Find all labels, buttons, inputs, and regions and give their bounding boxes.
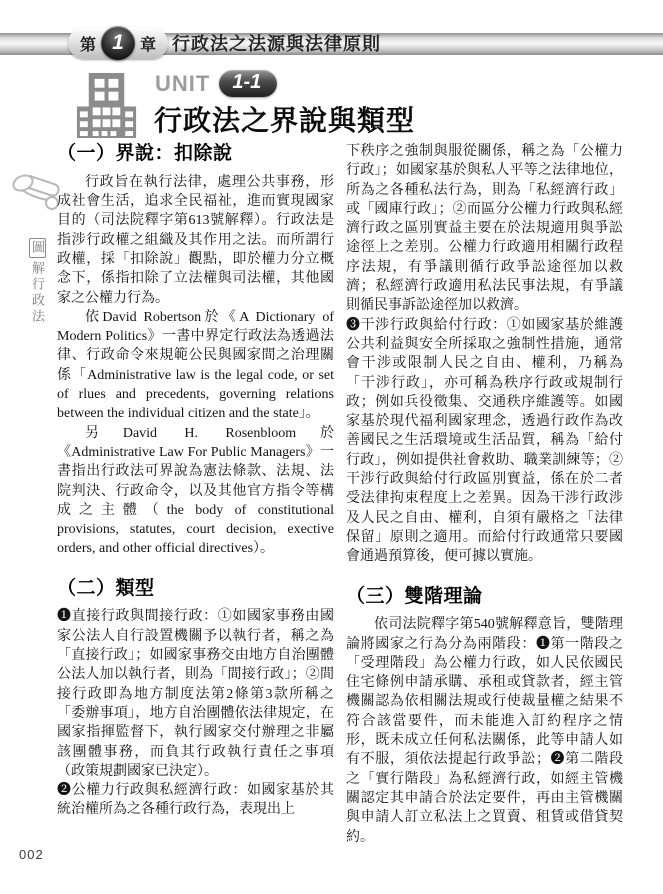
paragraph: 行政旨在執行法律，處理公共事務，形成社會生活，追求全民福祉，進而實現國家目的（司法院釋字第613號解釋）。行政法是指涉行政權之組織及其作用之法。而所謂行政權，採「扣除說」觀點，即於權力分立概念下，係指扣除了立法權與司法權，其他國家之公權力行為。 [57, 174, 334, 306]
section1-heading: （一）界說：扣除說 [57, 143, 233, 164]
chapter-title: 行政法之法源與法律原則 [172, 34, 381, 54]
paragraph: 另David H. Rosenbloom於《Administrative Law For Public Managers》一書指出行政法可界說為憲法條款、法規、法院判決、行政命令，以及其他官方指令等構成之主體（the body of constitutional provisions, statutes, court decision, exective orders, and other official directives）。 [57, 425, 334, 557]
unit-word: UNIT [155, 70, 211, 96]
chapter-tab [68, 27, 168, 59]
series-text: 解行政法 [30, 261, 45, 325]
bullet-paragraph-continued: 下秩序之強制與服從關係，稱之為「公權力行政」；如國家基於與私人平等之法律地位，所為之各種私法行為，則為「私經濟行政」或「國庫行政」；②而區分公權力行政與私經濟行政之區別實益主要在於法規適用與爭訟途徑上之差別。公權力行政適用相關行政程序法規，有爭議則循行政爭訟途徑加以救濟；私經濟行政適用私法民事法規，有爭議則循民事訴訟途徑加以救濟。 [346, 144, 623, 314]
unit-number-badge: 1-1 [219, 70, 277, 97]
bullet-paragraph: ❸干涉行政與給付行政：①如國家基於維護公共利益與安全所採取之強制性措施，通常會干涉或限制人民之自由、權利，乃稱為「干涉行政」，亦可稱為秩序行政或規制行政；例如兵役徵集、交通秩序維護等。如國家基於現代福利國家理念，透過行政作為改善國民之生活環境或生活品質，稱為「給付行政」，例如提供社會救助、職業訓練等；②干涉行政與給付行政區別實益，係在於二者受法律拘束程度上之差異。因為干涉行政涉及人民之自由、權利，自須有嚴格之「法律保留」原則之適用。而給付行政通常只要國會通過預算後，便可據以實施。 [346, 317, 623, 565]
paragraph: 依David Robertson於《A Dictionary of Modern Politics》一書中界定行政法為透過法律、行政命令來規範公民與國家間之治理關係「Administrative law is the legal code, or set of rlues and precedents, governing relations between the individual citizen and the state」。 [57, 309, 334, 422]
bullet-paragraph: ❶直接行政與間接行政：①如國家事務由國家公法人自行設置機關予以執行者，稱之為「直接行政」；如國家事務交由地方自治團體公法人加以執行者，則為「間接行政」；②間接行政即為地方制度法第2條第3款所稱之「委辦事項」，地方自治團體依法律規定，在國家指揮監督下，執行國家交付辦理之非屬該團體事務，而負其行政執行責任之事項（政策規劃國家已決定）。 [57, 609, 334, 779]
page-number: 002 [19, 847, 44, 862]
left-column [57, 142, 334, 820]
chapter-prefix: 第 [80, 36, 97, 54]
unit-title: 行政法之界說與類型 [154, 105, 416, 136]
section2-heading: （二）類型 [57, 577, 155, 599]
chapter-suffix: 章 [140, 36, 157, 54]
bullet-paragraph: ❷公權力行政與私經濟行政：如國家基於其統治權所為之各種行政行為，表現出上 [57, 783, 334, 818]
chapter-number-badge: 1 [101, 26, 135, 60]
right-column [346, 142, 623, 847]
series-label [29, 238, 46, 325]
building-icon [73, 71, 140, 138]
series-boxed-char: 圖 [30, 240, 45, 256]
section3-heading: （三）雙階理論 [346, 585, 483, 607]
chapter-header-bar [0, 33, 663, 55]
unit-label-row [155, 70, 277, 97]
paragraph: 依司法院釋字第540號解釋意旨，雙階理論將國家之行為分為兩階段：❶第一階段之「受理階段」為公權力行政，如人民依國民住宅條例申請承購、承租或貸款者，經主管機關認為依相關法規或行使裁量權之結果不符合該當要件，而未能進入訂約程序之情形，既未成立任何私法關係，此等申請人如有不服，須依法提起行政爭訟；❷第二階段之「實行階段」為私經濟行政，如經主管機關認定其申請合於法定要件，再由主管機關與申請人訂立私法上之買賣、租賃或借貸契約。 [346, 617, 623, 845]
scroll-icon [10, 168, 60, 236]
